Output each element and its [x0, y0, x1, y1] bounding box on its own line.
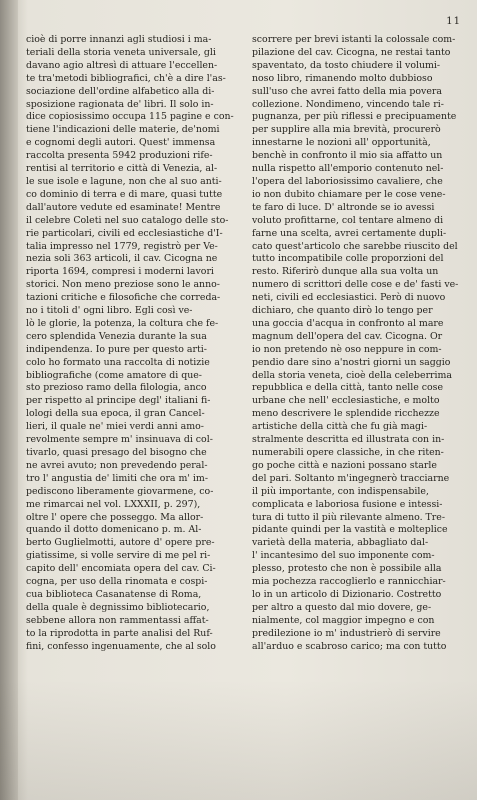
text-line: pugnanza, per più riflessi e precipuamente — [252, 111, 457, 123]
text-line: te faro di luce. D' altronde se io avessi — [252, 201, 435, 213]
text-line: predilezione io m' industrierò di servire — [252, 627, 441, 639]
text-line: stralmente descritta ed illustrata con in- — [252, 434, 445, 446]
text-line: tura di tutto il più rilevante almeno. Tre- — [252, 511, 445, 523]
text-line: talia impresso nel 1779, registrò per Ve- — [26, 240, 218, 252]
text-line: teriali della storia veneta universale, gli — [26, 46, 216, 58]
text-line: pediscono liberamente giovarmene, co- — [26, 485, 214, 497]
text-line: revolmente sempre m' insinuava di col- — [26, 434, 213, 446]
text-line: neti, civili ed ecclesiastici. Però di nuovo — [252, 292, 446, 304]
text-line: il più importante, con indispensabile, — [252, 485, 429, 497]
text-line: ne avrei avuto; non prevedendo peral- — [26, 459, 208, 471]
text-line: repubblica e della città, tanto nelle cose — [252, 382, 444, 394]
text-line: co dominio di terra e di mare, quasi tutte — [26, 188, 223, 200]
text-line: plesso, protesto che non è possibile alla — [252, 563, 442, 575]
text-line: rentisi al territorio e città di Venezia, al- — [26, 163, 218, 175]
text-line: sto prezioso ramo della filologia, anco — [26, 382, 207, 394]
text-line: sebbene allora non rammentassi affat- — [26, 614, 209, 626]
text-line: davano agio altresì di attuare l'eccellen- — [26, 59, 218, 71]
text-line: farne una scelta, avrei certamente dupli- — [252, 227, 447, 239]
text-line: meno descrivere le splendide ricchezze — [252, 408, 440, 420]
text-line: pilazione del cav. Cicogna, ne restai tanto — [252, 46, 451, 58]
text-line: cioè di porre innanzi agli studiosi i ma- — [26, 34, 212, 45]
text-line: complicata e laboriosa fusione e intessi- — [252, 498, 443, 510]
text-line: to la riprodotta in parte analisi del Ruf- — [26, 627, 213, 639]
text-line: il celebre Coleti nel suo catalogo delle sto- — [26, 214, 229, 226]
text-line: capito dell' encomiata opera del cav. Ci- — [26, 563, 216, 575]
text-line: storici. Non meno preziose sono le anno- — [26, 279, 220, 291]
text-line: resto. Riferirò dunque alla sua volta un — [252, 266, 439, 278]
text-line: pidante quindi per la vastità e molteplice — [252, 524, 448, 536]
text-line: magnum dell'opera del cav. Cicogna. Or — [252, 330, 443, 342]
text-line: l' incantesimo del suo imponente com- — [252, 550, 435, 562]
text-line: io non dubito chiamare per le cose vene- — [252, 188, 446, 200]
text-line: benchè in confronto il mio sia affatto un — [252, 150, 443, 162]
text-line: scorrere per brevi istanti la colossale com- — [252, 34, 456, 45]
text-line: rie particolari, civili ed ecclesiastiche d'I- — [26, 227, 223, 239]
text-line: all'arduo e scabroso carico; ma con tutto — [252, 640, 447, 652]
text-line: innestarne le nozioni all' opportunità, — [252, 137, 431, 149]
text-line: tazioni critiche e filosofiche che correda- — [26, 292, 221, 304]
text-line: dall'autore vedute ed esaminate! Mentre — [26, 201, 221, 213]
text-line: per altro a questo dal mio dovere, ge- — [252, 601, 432, 613]
text-line: go poche città e nazioni possano starle — [252, 459, 437, 471]
text-line: numerabili opere classiche, in che riten- — [252, 447, 444, 458]
text-line: spaventato, da tosto chiudere il volumi- — [252, 59, 441, 71]
text-line: cato quest'articolo che sarebbe riuscito del — [252, 240, 458, 252]
text-line: io non pretendo nè oso neppure in com- — [252, 343, 442, 355]
text-line: una goccia d'acqua in confronto al mare — [252, 317, 444, 329]
text-line: del pari. Soltanto m'ingegnerò tracciarne — [252, 472, 450, 484]
text-line: dichiaro, che quanto dirò lo tengo per — [252, 305, 433, 317]
text-line: numero di scrittori delle cose e de' fasti ve- — [252, 279, 459, 291]
text-line: tro l' angustia de' limiti che ora m' im- — [26, 472, 208, 484]
text-line: fini, confesso ingenuamente, che al solo — [26, 640, 216, 652]
text-line: della quale è degnissimo bibliotecario, — [26, 601, 210, 613]
text-line: cero splendida Venezia durante la sua — [26, 330, 207, 342]
text-line: varietà della materia, abbagliato dal- — [252, 537, 429, 549]
text-line: per rispetto al principe degl' italiani fi- — [26, 395, 211, 407]
text-line: colo ho formato una raccolta di notizie — [26, 356, 210, 368]
text-line: lo in un articolo di Dizionario. Costretto — [252, 588, 442, 600]
text-line: no i titoli d' ogni libro. Egli così ve- — [26, 305, 193, 317]
text-line: artistiche della città che fu già magi- — [252, 421, 428, 433]
text-line: oltre l' opere che posseggo. Ma allor- — [26, 511, 204, 523]
text-line: collezione. Nondimeno, vincendo tale ri- — [252, 98, 444, 110]
text-line: berto Guglielmotti, autore d' opere pre- — [26, 537, 215, 549]
text-line: dice copiosissimo occupa 115 pagine e con- — [26, 111, 234, 123]
text-line: della storia veneta, cioè della celeberrima — [252, 369, 453, 381]
text-line: giatissime, si volle servire di me pel ri- — [26, 550, 211, 562]
text-line: indipendenza. Io pure per questo arti- — [26, 343, 207, 355]
text-line: te tra'metodi bibliografici, ch'è a dire l'as- — [26, 72, 226, 84]
page-number: 11 — [446, 16, 461, 27]
text-line: lologi della sua epoca, il gran Cancel- — [26, 408, 205, 420]
text-line: noso libro, rimanendo molto dubbioso — [252, 72, 433, 84]
text-line: quando il dotto domenicano p. m. Al- — [26, 524, 202, 536]
text-line: tivarlo, quasi presago del bisogno che — [26, 447, 207, 458]
text-line: mia pochezza raccoglierlo e rannicchiar- — [252, 576, 446, 588]
text-line: urbane che nell' ecclesiastiche, e molto — [252, 395, 440, 407]
text-line: e cognomi degli autori. Quest' immensa — [26, 137, 216, 149]
text-line: voluto profittarne, col tentare almeno di — [252, 214, 444, 226]
text-line: tiene l'indicazioni delle materie, de'nomi — [26, 124, 220, 136]
text-line: me rimarcai nel vol. LXXXII, p. 297), — [26, 498, 201, 510]
text-line: per supplire alla mia brevità, procurerò — [252, 124, 441, 136]
text-line: cua biblioteca Casanatense di Roma, — [26, 588, 202, 600]
text-line: sociazione dell'ordine alfabetico alla di- — [26, 85, 215, 97]
text-line: tutto incompatibile colle proporzioni del — [252, 253, 444, 265]
text-line: lieri, il quale ne' miei verdi anni amo- — [26, 421, 204, 433]
text-line: le sue isole e lagune, non che al suo anti- — [26, 175, 222, 187]
text-line: lò le glorie, la potenza, la coltura che fe- — [26, 317, 219, 329]
text-line: riporta 1694, compresi i moderni lavori — [26, 266, 214, 278]
left-text-column — [26, 34, 238, 654]
text-line: raccolta presenta 5942 produzioni rife- — [26, 150, 213, 162]
text-line: sull'uso che avrei fatto della mia povera — [252, 85, 442, 97]
text-line: bibliografiche (come amatore di que- — [26, 369, 202, 381]
text-line: cogna, per uso della rinomata e cospi- — [26, 576, 208, 588]
text-line: nezia soli 363 articoli, il cav. Cicogna ne — [26, 253, 218, 265]
page-bottom-shading — [0, 680, 477, 800]
text-line: pendio dare sino a'nostri giorni un saggio — [252, 356, 451, 368]
text-line: sposizione ragionata de' libri. Il solo in- — [26, 98, 214, 110]
text-line: l'opera del laboriosissimo cavaliere, che — [252, 175, 443, 187]
text-line: nialmente, col maggior impegno e con — [252, 614, 435, 626]
right-text-column — [252, 34, 464, 654]
text-line: nulla rispetto all'emporio contenuto nel- — [252, 163, 444, 175]
